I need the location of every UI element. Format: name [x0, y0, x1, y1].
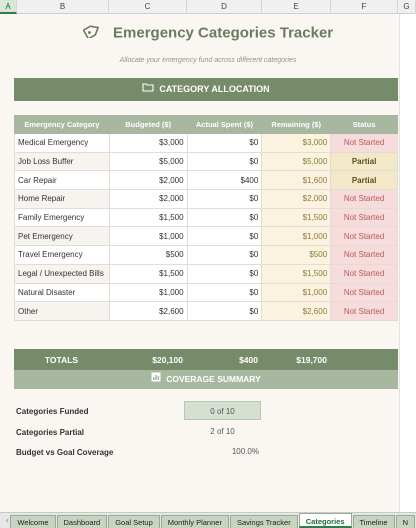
column-header-g[interactable]: G [398, 0, 416, 14]
sheet-tab-welcome[interactable]: Welcome [10, 515, 55, 528]
spent-cell[interactable]: $0 [187, 208, 262, 227]
worksheet[interactable] [0, 14, 416, 512]
budgeted-cell[interactable]: $2,000 [109, 171, 187, 190]
table-row [15, 302, 398, 321]
page-title-row [0, 24, 416, 42]
budgeted-cell[interactable]: $3,000 [109, 134, 187, 153]
remaining-cell[interactable]: $3,000 [262, 134, 331, 153]
table-header-row [15, 116, 398, 134]
remaining-cell[interactable]: $1,000 [262, 283, 331, 302]
remaining-cell[interactable]: $500 [262, 246, 331, 265]
header-budgeted[interactable]: Budgeted ($) [109, 116, 187, 134]
table-row [15, 208, 398, 227]
table-row [15, 246, 398, 265]
coverage-summary-title: COVERAGE SUMMARY [166, 374, 261, 384]
budgeted-cell[interactable]: $2,600 [109, 302, 187, 321]
status-cell[interactable]: Not Started [331, 302, 398, 321]
sheet-tab-goal-setup[interactable]: Goal Setup [108, 515, 160, 528]
categories-partial-value[interactable]: 2 of 10 [210, 427, 235, 436]
sheet-tab-timeline[interactable]: Timeline [353, 515, 395, 528]
category-cell[interactable]: Natural Disaster [15, 283, 110, 302]
status-cell[interactable]: Not Started [331, 134, 398, 153]
table-row [15, 171, 398, 190]
budgeted-cell[interactable]: $1,000 [109, 227, 187, 246]
spent-cell[interactable]: $0 [187, 134, 262, 153]
status-cell[interactable]: Not Started [331, 227, 398, 246]
categories-funded-label[interactable]: Categories Funded [16, 407, 89, 416]
budgeted-cell[interactable]: $1,500 [109, 208, 187, 227]
sheet-tab-categories[interactable]: Categories [299, 513, 352, 528]
totals-row [14, 349, 398, 372]
category-cell[interactable]: Medical Emergency [15, 134, 110, 153]
budgeted-cell[interactable]: $1,000 [109, 283, 187, 302]
header-remaining[interactable]: Remaining ($) [262, 116, 331, 134]
status-cell[interactable]: Not Started [331, 190, 398, 209]
allocation-table [14, 115, 398, 321]
budgeted-cell[interactable]: $1,500 [109, 264, 187, 283]
status-cell[interactable]: Not Started [331, 264, 398, 283]
column-g-area[interactable] [399, 14, 416, 512]
sheet-tab-dashboard[interactable]: Dashboard [57, 515, 108, 528]
header-status[interactable]: Status [331, 116, 398, 134]
coverage-summary-banner [14, 370, 398, 389]
column-header-b[interactable]: B [17, 0, 109, 14]
spent-cell[interactable]: $400 [187, 171, 262, 190]
status-cell[interactable]: Not Started [331, 208, 398, 227]
page-subtitle: Allocate your emergency fund across different categories [119, 57, 297, 64]
column-header-e[interactable]: E [262, 0, 331, 14]
categories-partial-label[interactable]: Categories Partial [16, 428, 85, 437]
column-header-d[interactable]: D [187, 0, 262, 14]
budgeted-cell[interactable]: $2,000 [109, 190, 187, 209]
category-cell[interactable]: Legal / Unexpected Bills [15, 264, 110, 283]
totals-label[interactable]: TOTALS [44, 355, 79, 365]
spent-cell[interactable]: $0 [187, 283, 262, 302]
page-title: Emergency Categories Tracker [113, 24, 334, 42]
category-cell[interactable]: Other [15, 302, 110, 321]
category-allocation-banner [14, 78, 398, 101]
category-cell[interactable]: Home Repair [15, 190, 110, 209]
spent-cell[interactable]: $0 [187, 246, 262, 265]
spent-cell[interactable]: $0 [187, 264, 262, 283]
sheet-tab-bar [0, 512, 416, 528]
column-header-bar [0, 0, 416, 14]
remaining-cell[interactable]: $2,000 [262, 190, 331, 209]
column-header-f[interactable]: F [331, 0, 398, 14]
header-spent[interactable]: Actual Spent ($) [187, 116, 262, 134]
sheet-tab-savings-tracker[interactable]: Savings Tracker [230, 515, 298, 528]
budget-coverage-label[interactable]: Budget vs Goal Coverage [16, 448, 114, 457]
remaining-cell[interactable]: $2,600 [262, 302, 331, 321]
spent-cell[interactable]: $0 [187, 302, 262, 321]
folder-icon [142, 78, 154, 101]
category-cell[interactable]: Travel Emergency [15, 246, 110, 265]
remaining-cell[interactable]: $1,500 [262, 208, 331, 227]
categories-funded-value[interactable]: 0 of 10 [184, 401, 261, 420]
remaining-cell[interactable]: $1,000 [262, 227, 331, 246]
status-cell[interactable]: Not Started [331, 283, 398, 302]
table-row [15, 264, 398, 283]
totals-remaining[interactable]: $19,700 [296, 355, 327, 365]
totals-budgeted[interactable]: $20,100 [152, 355, 183, 365]
spent-cell[interactable]: $0 [187, 227, 262, 246]
status-cell[interactable]: Partial [331, 171, 398, 190]
status-cell[interactable]: Not Started [331, 246, 398, 265]
category-cell[interactable]: Job Loss Buffer [15, 152, 110, 171]
sheet-tab-monthly-planner[interactable]: Monthly Planner [161, 515, 229, 528]
chart-icon [151, 370, 161, 389]
column-header-a[interactable]: A [0, 0, 17, 14]
budgeted-cell[interactable]: $500 [109, 246, 187, 265]
tag-icon [83, 24, 101, 42]
remaining-cell[interactable]: $5,000 [262, 152, 331, 171]
tab-scroll-left-icon[interactable]: ‹ [6, 515, 9, 525]
budgeted-cell[interactable]: $5,000 [109, 152, 187, 171]
table-row [15, 134, 398, 153]
category-cell[interactable]: Pet Emergency [15, 227, 110, 246]
column-header-c[interactable]: C [109, 0, 187, 14]
status-cell[interactable]: Partial [331, 152, 398, 171]
table-row [15, 227, 398, 246]
totals-status-cell[interactable] [331, 349, 398, 372]
spent-cell[interactable]: $0 [187, 190, 262, 209]
category-cell[interactable]: Car Repair [15, 171, 110, 190]
category-cell[interactable]: Family Emergency [15, 208, 110, 227]
totals-spent[interactable]: $400 [239, 355, 258, 365]
sheet-tab-n[interactable]: N [396, 515, 415, 528]
table-row [15, 190, 398, 209]
budget-coverage-value[interactable]: 100.0% [231, 447, 259, 456]
table-row [15, 283, 398, 302]
header-category[interactable]: Emergency Category [15, 116, 110, 134]
spent-cell[interactable]: $0 [187, 152, 262, 171]
category-allocation-title: CATEGORY ALLOCATION [159, 84, 270, 94]
remaining-cell[interactable]: $1,600 [262, 171, 331, 190]
remaining-cell[interactable]: $1,500 [262, 264, 331, 283]
table-row [15, 152, 398, 171]
